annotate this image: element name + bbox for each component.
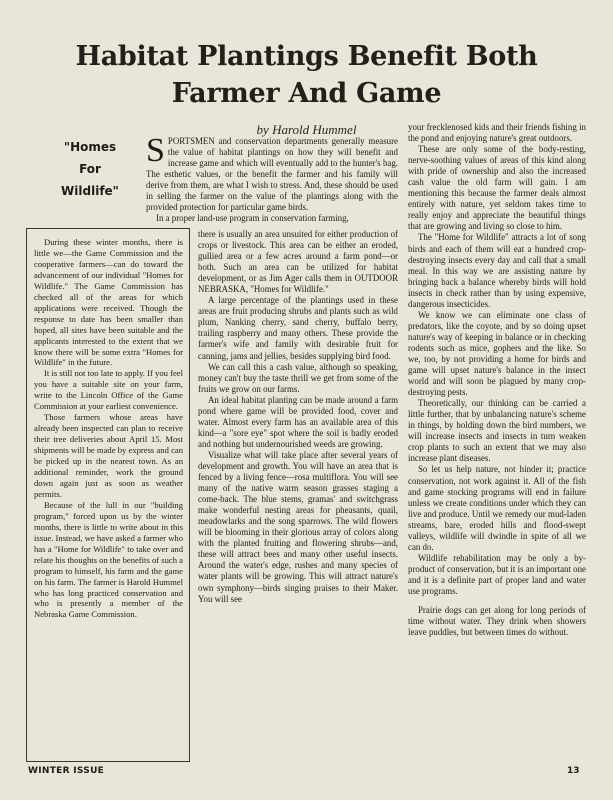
intro-block	[146, 132, 398, 224]
body-paragraph: Visualize what will take place after several years of development and growth. You will have an area that is fenced by a living fence—rosa multiflora. You will see many of the native warm season grasses staging a come-back. The blue stems, gramas' and switchgrass make wonderful nesting areas for pheasants, quail, meadowlarks and the song sparrows. The wild flowers will be blooming in their glorious array of colors along with the planted fruiting and flowering shrubs—and, these will attract bees and many other useful insects. Around the water's edge, rushes and many species of water plants will be growing. This will attract nature's own symphony—birds singing praises to their Maker. You will see	[198, 449, 398, 604]
filler-paragraph: Prairie dogs can get along for long periods of time without water. They drink when showers leave puddles, but between times do without.	[408, 605, 586, 638]
intro-continuation: In a proper land-use program in conservation farming,	[156, 213, 349, 224]
sidebar-paragraph: Those farmers whose areas have already been inspected can plan to receive their tree deliveries about April 15. Most shipments will be made by express and can be picked up in the nearest town. As an additional reminder, work the ground down again just as soon as weather permits.	[34, 412, 183, 499]
body-paragraph: The "Home for Wildlife" attracts a lot of song birds and each of them will eat a hundred crop-destroying insects every day and call that a small meal. In this way we are assisting nature by bringing back a balance whereby birds will hold insects in check rather than by using expensive, dangerous insecticides.	[408, 232, 586, 309]
issue-label: WINTER ISSUE	[28, 766, 105, 776]
body-paragraph: We know we can eliminate one class of predators, like the coyote, and by so doing upset nature's way of keeping in balance or in checking rodents such as mice, gophers and the like. So we, too, by not providing a home for birds and game will upset nature's balance in the insect world and will soon be plagued by many crop-destroying pests.	[408, 309, 586, 398]
drop-cap: S	[146, 132, 165, 169]
byline: by Harold Hummel	[256, 122, 357, 137]
article-headline	[30, 38, 583, 112]
callout-line-2: For	[79, 162, 101, 176]
body-paragraph: A large percentage of the plantings used in these areas are fruit producing shrubs and plants such as wild plum, Nanking cherry, sand cherry, buffalo berry, trailing raspberry and many others. These provide the farmer's wife and family with desirable fruit for canning, jams and jellies, besides supplying bird food.	[198, 295, 398, 361]
headline-line-1: Habitat Plantings Benefit Both	[75, 41, 538, 72]
right-column	[408, 122, 586, 638]
body-paragraph: Theoretically, our thinking can be carried a little further, that by unbalancing nature's scheme in things, by holding down the bird numbers, we will increase insects and insects in turn weaken crop plants to such an extent that we may also increase plant diseases.	[408, 398, 586, 464]
headline-line-2: Farmer And Game	[171, 78, 442, 109]
body-paragraph: Wildlife rehabilitation may be only a by-product of conservation, but it is an important one and it is a definite part of proper land and water use programs.	[408, 552, 586, 596]
intro-text: PORTSMEN and conservation departments generally measure the value of habitat plantings on how they will benefit and increase game and which will eventually add to the hunter's bag. The esthetic values, or the benefit the farmer and his family will derive from them, are what I wish to stress. And, these should be used in selling the farmer on the value of the plantings along with the provided protection for particular game birds.	[146, 136, 398, 213]
body-paragraph: your frecklenosed kids and their friends fishing in the pond and enjoying nature's great outdoors.	[408, 122, 586, 144]
homes-for-wildlife-callout	[50, 136, 130, 202]
callout-line-3: Wildlife"	[61, 184, 119, 198]
sidebar-paragraph: It is still not too late to apply. If you feel you have a suitable site on your farm, write to the Lincoln Office of the Game Commission at your earliest convenience.	[34, 368, 183, 412]
middle-column	[198, 229, 398, 605]
sidebar-paragraph: Because of the lull in our "building program," forced upon us by the winter months, there is little to write about in this issue. Instead, we have asked a farmer who has a "Home for Wildlife" to take over and relate his thoughts on the benefits of such a program to himself, his farm and the game on his farm. The farmer is Harold Hummel who has long practiced conservation and who is presently a member of the Nebraska Game Commission.	[34, 499, 183, 620]
page-number: 13	[567, 766, 580, 776]
body-paragraph: We can call this a cash value, although so speaking, money can't buy the taste thrill we get from some of the fruits we grow on our farms.	[198, 361, 398, 394]
body-paragraph: These are only some of the body-resting, nerve-soothing values of areas of this kind along with pride of ownership and also the increased cash value the old farm will gain. I am mentioning this because the farmer deals almost entirely with nature, yet seldom takes time to really enjoy and appreciate the beautiful things that are growing and living so close to him.	[408, 144, 586, 232]
callout-line-1: "Homes	[63, 140, 117, 154]
body-paragraph: So let us help nature, not hinder it; practice conservation, not work against it. All of the fish and game stocking programs will end in failure unless we create conditions under which they can live and produce. Until we remedy our mud-laden streams, bare, eroded hills and flood-swept valleys, wildlife will dwindle in spite of all we can do.	[408, 464, 586, 552]
sidebar-paragraph: During these winter months, there is little we—the Game Commission and the cooperative farmers—can do toward the advancement of our individual "Homes for Wildlife." The Game Commission has checked all of the areas for which applications were received. Though the response to date has been smaller than hoped, all sites have been suitable and the applicants interested to the extent that we know there will be some extra "Homes for Wildlife" in the future.	[34, 237, 183, 368]
sidebar-text	[34, 237, 183, 620]
intro-paragraph	[146, 132, 398, 213]
body-paragraph: there is usually an area unsuited for either production of crops or livestock. This area can be either an eroded, gullied area or a few acres around a farm pond—or both. Such an area can be utilized for habitat development, or as Jim Ager calls them in OUTDOOR NEBRASKA, "Homes for Wildlife."	[198, 229, 398, 295]
sidebar-box	[26, 228, 190, 762]
body-paragraph: An ideal habitat planting can be made around a farm pond where game will be provided food, cover and water. Almost every farm has an available area of this kind—a "sore eye" spot where the soil is badly eroded and nothing but undernourished weeds are growing.	[198, 394, 398, 449]
